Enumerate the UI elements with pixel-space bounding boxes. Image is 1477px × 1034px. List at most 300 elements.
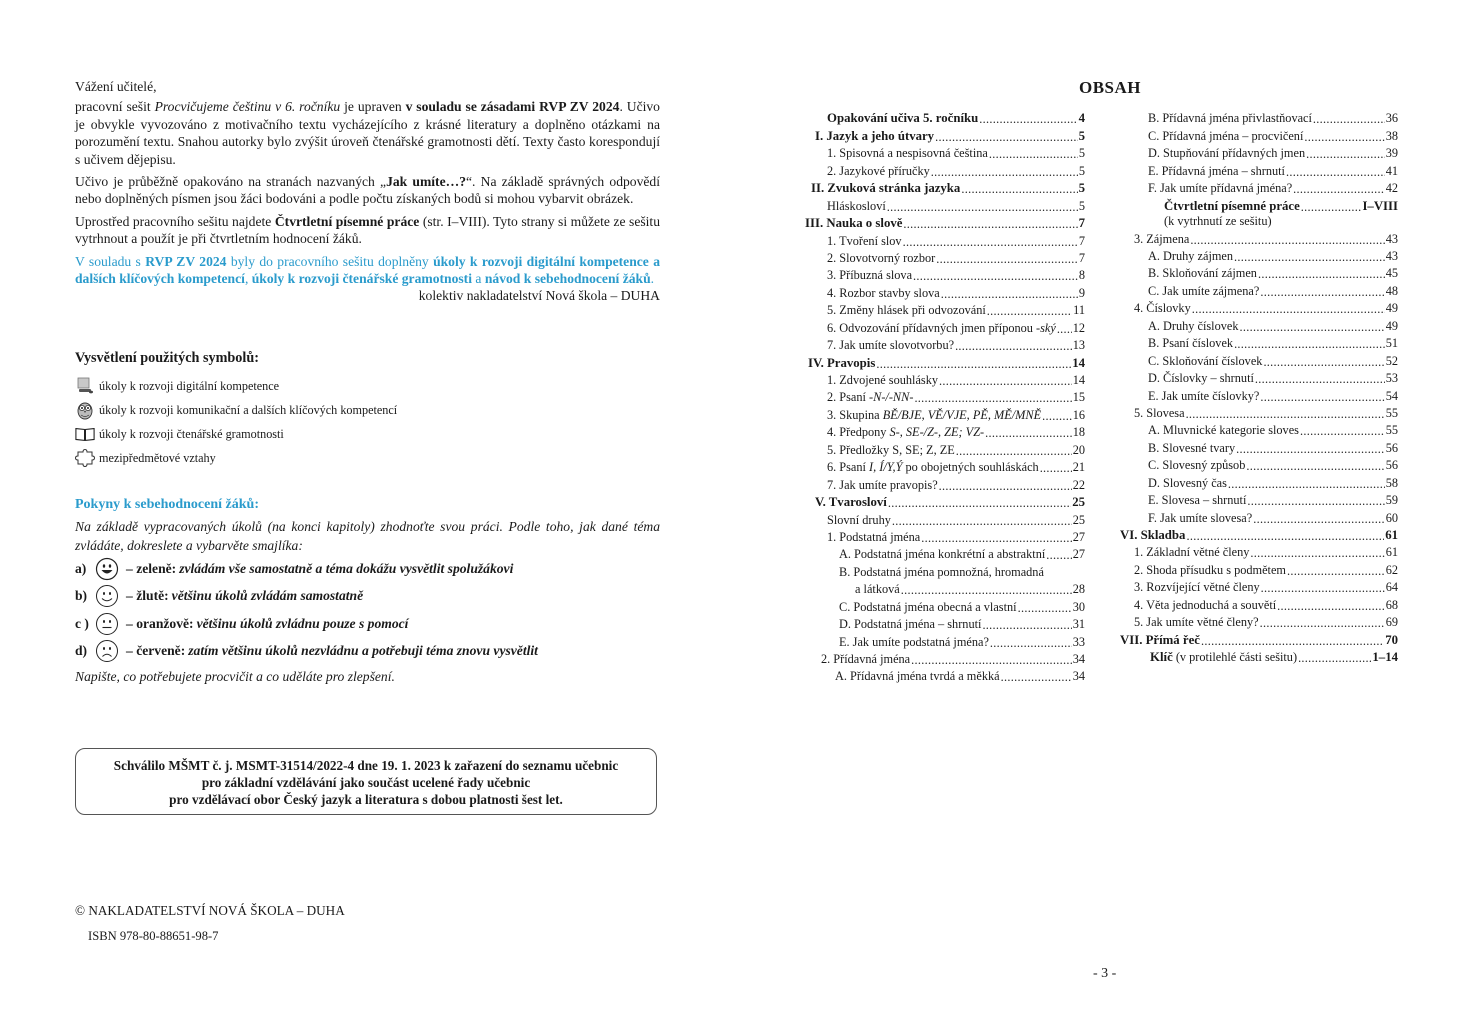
toc-entry-label: 2. Jazykové příručky — [827, 163, 930, 178]
toc-dot-leader — [903, 235, 1078, 249]
toc-entry[interactable] — [805, 597, 1085, 614]
toc-dot-leader — [989, 147, 1078, 161]
toc-entry[interactable] — [1120, 316, 1398, 333]
toc-entry-label: F. Jak umíte slovesa? — [1148, 510, 1253, 525]
toc-dot-leader — [1190, 233, 1384, 247]
toc-entry[interactable] — [1120, 404, 1398, 421]
toc-entry[interactable] — [805, 109, 1085, 126]
toc-entry-label: 3. Skupina BĚ/BJE, VĚ/VJE, PĚ, MĚ/MNĚ — [827, 407, 1042, 422]
toc-entry[interactable] — [805, 214, 1085, 231]
toc-dot-leader — [939, 374, 1072, 388]
toc-dot-leader — [1258, 267, 1385, 281]
toc-entry-label: D. Číslovky – shrnutí — [1148, 371, 1254, 386]
symbols-title: Vysvětlení použitých symbolů: — [75, 350, 259, 366]
symbol-label: úkoly k rozvoji čtenářské gramotnosti — [99, 426, 284, 441]
toc-entry-page: 51 — [1385, 336, 1398, 351]
toc-entry-label: E. Jak umíte podstatná jména? — [839, 634, 989, 649]
toc-entry-page: 48 — [1385, 283, 1398, 298]
toc-entry[interactable] — [805, 562, 1085, 579]
toc-entry[interactable] — [805, 231, 1085, 248]
toc-dot-leader — [1040, 461, 1072, 475]
symbol-label: úkoly k rozvoji digitální kompetence — [99, 378, 280, 393]
intro-paragraph-4: V souladu s RVP ZV 2024 byly do pracovního sešitu doplněny úkoly k rozvoji digitální kompetence a dalších klíčových kompetencí, úkoly k rozvoji čtenářské gramotnosti a návod k sebehodnocení žáků. — [75, 253, 660, 287]
toc-entry[interactable] — [1120, 264, 1398, 281]
item-letter: a) — [75, 560, 87, 576]
toc-dot-leader — [1234, 250, 1385, 264]
toc-dot-leader — [1247, 494, 1384, 508]
toc-dot-leader — [1313, 112, 1385, 126]
toc-entry-page: 64 — [1385, 580, 1398, 595]
toc-column-left — [805, 109, 1085, 684]
toc-dot-leader — [990, 636, 1072, 650]
toc-dot-leader — [1298, 651, 1371, 665]
toc-entry-label: 4. Číslovky — [1134, 301, 1191, 316]
toc-entry-page: I–VIII — [1362, 198, 1398, 213]
toc-entry[interactable] — [1120, 578, 1398, 595]
ministry-approval-box — [75, 748, 657, 815]
toc-dot-leader — [901, 583, 1072, 597]
toc-entry[interactable] — [1120, 613, 1398, 630]
toc-entry-page: 12 — [1072, 320, 1085, 335]
toc-dot-leader — [888, 496, 1071, 510]
toc-entry[interactable] — [1120, 281, 1398, 298]
toc-entry[interactable] — [805, 266, 1085, 283]
toc-dot-leader — [1277, 599, 1385, 613]
toc-entry-label: 1. Spisovná a nespisovná čeština — [827, 146, 988, 161]
approval-line-2: pro základní vzdělávání jako součást ucelené řady učebnic — [201, 775, 531, 790]
toc-entry-page: 39 — [1385, 146, 1398, 161]
toc-entry-page: 15 — [1072, 390, 1085, 405]
toc-entry-label: C. Slovesný způsob — [1148, 458, 1246, 473]
toc-entry-label: (k vytrhnutí ze sešitu) — [1164, 214, 1272, 229]
toc-entry-label: 1. Zdvojené souhlásky — [827, 373, 938, 387]
toc-entry-label: II. Zvuková stránka jazyka — [811, 181, 961, 196]
item-letter: c ) — [75, 615, 89, 631]
intro-letter — [75, 78, 660, 305]
page-number: - 3 - — [1093, 966, 1117, 981]
toc-entry[interactable] — [1120, 630, 1398, 647]
toc-dot-leader — [1263, 355, 1384, 369]
toc-dot-leader — [1234, 337, 1385, 351]
toc-entry-label: D. Slovesný čas — [1148, 475, 1227, 490]
toc-entry[interactable] — [1120, 179, 1398, 196]
toc-entry-label: III. Nauka o slově — [805, 216, 903, 231]
item-letter: d) — [75, 643, 88, 659]
toc-entry-page: 36 — [1385, 111, 1398, 126]
toc-entry-label: 5. Předložky S, SE; Z, ZE — [827, 442, 955, 457]
toc-entry-label: C. Přídavná jména – procvičení — [1148, 128, 1304, 143]
toc-entry[interactable] — [1120, 526, 1398, 543]
symbol-label: mezipředmětové vztahy — [99, 450, 216, 465]
toc-entry-label: E. Slovesa – shrnutí — [1148, 493, 1247, 508]
toc-dot-leader — [1260, 285, 1384, 299]
toc-entry[interactable] — [805, 318, 1085, 335]
toc-entry-page: 5 — [1078, 128, 1085, 143]
toc-entry-page: 22 — [1072, 477, 1085, 492]
toc-entry-page: 7 — [1078, 233, 1085, 248]
toc-entry-page: 58 — [1385, 475, 1398, 490]
toc-entry-page: 14 — [1072, 373, 1085, 387]
toc-entry-label: E. Přídavná jména – shrnutí — [1148, 163, 1285, 178]
toc-dot-leader — [1186, 529, 1384, 543]
toc-entry-label: 6. Odvozování přídavných jmen příponou -ský — [827, 320, 1056, 335]
toc-entry[interactable] — [805, 545, 1085, 562]
toc-entry[interactable] — [1120, 456, 1398, 473]
toc-entry-label: D. Stupňování přídavných jmen — [1148, 146, 1306, 161]
toc-entry[interactable] — [1120, 196, 1398, 213]
toc-entry-label: A. Druhy zájmen — [1148, 249, 1234, 263]
toc-entry-page: 27 — [1072, 529, 1085, 544]
toc-entry[interactable] — [805, 353, 1085, 370]
smile-icon — [95, 584, 119, 608]
toc-entry-page: 54 — [1385, 388, 1398, 403]
toc-entry-label: 6. Psaní I, Í/Y,Ý po obojetných souhláskách — [827, 460, 1039, 475]
toc-entry-label: 7. Jak umíte pravopis? — [827, 477, 938, 492]
toc-entry[interactable] — [1120, 560, 1398, 577]
toc-entry-page: 33 — [1072, 634, 1085, 649]
toc-entry-label: 2. Shoda přísudku s podmětem — [1134, 562, 1286, 577]
toc-entry[interactable] — [805, 528, 1085, 545]
toc-dot-leader — [921, 531, 1071, 545]
toc-entry-page: 68 — [1385, 597, 1398, 612]
toc-dot-leader — [1304, 130, 1384, 144]
toc-entry-label: A. Druhy číslovek — [1148, 318, 1239, 333]
toc-entry[interactable] — [1120, 247, 1398, 264]
toc-entry-page: 56 — [1385, 458, 1398, 473]
toc-entry-label: E. Jak umíte číslovky? — [1148, 388, 1260, 403]
toc-entry[interactable] — [805, 144, 1085, 161]
toc-entry-page: 5 — [1078, 146, 1085, 161]
toc-entry[interactable] — [805, 475, 1085, 492]
toc-dot-leader — [1306, 147, 1385, 161]
toc-dot-leader — [1246, 459, 1384, 473]
toc-entry[interactable] — [1120, 421, 1398, 438]
computer-icon — [75, 376, 95, 396]
toc-entry-label: 2. Slovotvorný rozbor — [827, 250, 936, 265]
toc-entry[interactable] — [1120, 126, 1398, 143]
toc-entry-label: 3. Příbuzná slova — [827, 268, 913, 283]
item-description: zatím většinu úkolů nezvládnu a potřebuji téma znovu vysvětlit — [188, 643, 538, 659]
toc-entry-label: 7. Jak umíte slovotvorbu? — [827, 338, 955, 353]
toc-entry-page: 5 — [1078, 163, 1085, 178]
toc-entry[interactable] — [1120, 648, 1398, 665]
toc-dot-leader — [1287, 564, 1385, 578]
toc-entry-page: 53 — [1385, 371, 1398, 386]
toc-entry-label: a látková — [855, 582, 900, 597]
toc-entry[interactable] — [805, 650, 1085, 667]
toc-entry-label: 1. Základní větné členy — [1134, 545, 1250, 560]
toc-entry-label: Slovní druhy — [827, 512, 891, 527]
symbol-item — [75, 374, 475, 398]
toc-dot-leader — [1286, 165, 1385, 179]
toc-dot-leader — [987, 304, 1072, 318]
toc-dot-leader — [1260, 390, 1384, 404]
toc-entry-label: 4. Věta jednoduchá a souvětí — [1134, 597, 1277, 612]
toc-entry-page: 38 — [1385, 128, 1398, 143]
toc-entry[interactable] — [1120, 299, 1398, 316]
toc-dot-leader — [941, 287, 1078, 301]
toc-entry[interactable] — [805, 126, 1085, 143]
toc-entry-page: 42 — [1385, 181, 1398, 196]
toc-entry-page: 61 — [1385, 545, 1398, 560]
toc-entry[interactable] — [1120, 109, 1398, 126]
toc-entry-label: B. Skloňování zájmen — [1148, 266, 1257, 281]
self-evaluation-title: Pokyny k sebehodnocení žáků: — [75, 497, 259, 512]
puzzle-icon — [75, 448, 95, 468]
item-color: – oranžově: — [126, 615, 194, 631]
toc-dot-leader — [903, 217, 1077, 231]
open-book-icon — [75, 424, 95, 444]
toc-dot-leader — [1042, 409, 1072, 423]
toc-entry[interactable] — [805, 493, 1085, 510]
signature: kolektiv nakladatelství Nová škola – DUHA — [418, 288, 660, 304]
toc-entry[interactable] — [1120, 595, 1398, 612]
toc-dot-leader — [911, 653, 1072, 667]
toc-entry-page: 7 — [1078, 216, 1085, 231]
toc-column-right — [1120, 109, 1398, 665]
toc-entry-page: 9 — [1078, 285, 1085, 300]
toc-dot-leader — [955, 339, 1072, 353]
toc-entry[interactable] — [805, 196, 1085, 213]
toc-entry-page: 70 — [1385, 632, 1398, 647]
toc-entry-page: 69 — [1385, 615, 1398, 630]
toc-entry[interactable] — [1120, 161, 1398, 178]
item-description: většinu úkolů zvládám samostatně — [171, 588, 364, 604]
toc-entry[interactable] — [805, 615, 1085, 632]
toc-entry-label: 5. Jak umíte větné členy? — [1134, 615, 1259, 630]
toc-entry-page: 56 — [1385, 440, 1398, 455]
toc-entry-page: 55 — [1385, 423, 1398, 438]
item-color: – žlutě: — [126, 588, 169, 604]
toc-entry-page: 13 — [1072, 338, 1085, 353]
toc-entry-label: 4. Rozbor stavby slova — [827, 285, 940, 300]
toc-dot-leader — [914, 391, 1071, 405]
greeting: Vážení učitelé, — [75, 79, 157, 94]
toc-entry[interactable] — [805, 580, 1085, 597]
toc-entry-label: 5. Změny hlásek při odvozování — [827, 303, 986, 318]
toc-dot-leader — [1186, 407, 1385, 421]
toc-entry[interactable] — [1120, 543, 1398, 560]
toc-entry-page: 25 — [1072, 495, 1085, 510]
toc-entry-page: 62 — [1385, 562, 1398, 577]
toc-entry-label: C. Podstatná jména obecná a vlastní — [839, 599, 1017, 614]
toc-dot-leader — [1260, 616, 1385, 630]
toc-entry[interactable] — [1120, 351, 1398, 368]
toc-entry-page: 27 — [1072, 547, 1085, 562]
toc-entry[interactable] — [1120, 214, 1398, 230]
toc-entry-page: 52 — [1385, 353, 1398, 368]
toc-entry-page: 7 — [1078, 250, 1085, 265]
item-description: zvládám vše samostatně a téma dokážu vysvětlit spolužákovi — [179, 560, 514, 576]
toc-entry-page: 21 — [1072, 460, 1085, 475]
toc-entry-label: 4. Předpony S-, SE-/Z-, ZE; VZ- — [827, 425, 985, 440]
toc-entry[interactable] — [805, 371, 1085, 388]
toc-entry[interactable] — [1120, 438, 1398, 455]
toc-dot-leader — [931, 165, 1078, 179]
toc-entry-page: 5 — [1078, 181, 1085, 196]
toc-entry[interactable] — [805, 161, 1085, 178]
toc-entry-page: 5 — [1078, 198, 1085, 213]
approval-line-1: Schválilo MŠMT č. j. MSMT-31514/2022-4 dne 19. 1. 2023 k zařazení do seznamu učebnic — [113, 758, 619, 773]
toc-entry[interactable] — [805, 283, 1085, 300]
toc-dot-leader — [1255, 372, 1385, 386]
toc-dot-leader — [961, 182, 1077, 196]
toc-entry-label: C. Skloňování číslovek — [1148, 353, 1263, 368]
toc-entry-label: A. Mluvnické kategorie sloves — [1148, 423, 1299, 438]
self-evaluation-item — [75, 610, 660, 638]
toc-entry-label: B. Podstatná jména pomnožná, hromadná — [839, 564, 1044, 579]
symbol-label: úkoly k rozvoji komunikační a dalších klíčových kompetencí — [99, 402, 398, 417]
toc-entry-page: 1–14 — [1372, 650, 1398, 665]
toc-entry-label: Klíč (v protilehlé části sešitu) — [1150, 650, 1298, 665]
item-description: většinu úkolů zvládnu pouze s pomocí — [196, 615, 409, 631]
toc-entry-page: 60 — [1385, 510, 1398, 525]
toc-dot-leader — [1001, 670, 1072, 684]
toc-dot-leader — [1273, 215, 1397, 229]
toc-dot-leader — [1046, 548, 1071, 562]
self-evaluation-intro: Na základě vypracovaných úkolů (na konci kapitoly) zhodnoťte svou práci. Podle toho, jak dané téma zvládáte, dokreslete a vybarvěte smajlíka: — [75, 519, 660, 553]
toc-entry-page: 34 — [1072, 669, 1085, 684]
toc-dot-leader — [892, 514, 1072, 528]
intro-paragraph-3: Uprostřed pracovního sešitu najdete Čtvrtletní písemné práce (str. I–VIII). Tyto strany si můžete ze sešitu vytrhnout a použít je při čtvrtletním hodnocení žáků. — [75, 213, 660, 247]
toc-entry-label: VII. Přímá řeč — [1120, 632, 1200, 647]
toc-entry-label: A. Podstatná jména konkrétní a abstraktní — [839, 547, 1046, 562]
symbol-item — [75, 446, 475, 470]
toc-entry[interactable] — [805, 632, 1085, 649]
toc-dot-leader — [1253, 512, 1384, 526]
toc-dot-leader — [1192, 302, 1385, 316]
toc-entry-label: I. Jazyk a jeho útvary — [815, 128, 935, 143]
toc-entry-label: 5. Slovesa — [1134, 405, 1185, 420]
toc-dot-leader — [1201, 634, 1384, 648]
toc-entry-label: V. Tvarosloví — [815, 495, 887, 510]
toc-entry[interactable] — [805, 405, 1085, 422]
toc-entry[interactable] — [805, 336, 1085, 353]
toc-entry[interactable] — [805, 301, 1085, 318]
self-evaluation-item — [75, 638, 660, 666]
toc-entry-label: 1. Tvoření slov — [827, 233, 902, 248]
toc-dot-leader — [982, 618, 1071, 632]
toc-dot-leader — [1261, 581, 1385, 595]
toc-entry-label: F. Jak umíte přídavná jména? — [1148, 181, 1293, 196]
toc-entry-label: B. Psaní číslovek — [1148, 336, 1234, 351]
symbols-legend — [75, 350, 475, 470]
toc-dot-leader — [1057, 322, 1072, 336]
toc-entry-page: 18 — [1072, 425, 1085, 440]
toc-dot-leader — [1018, 601, 1072, 615]
toc-entry[interactable] — [1120, 386, 1398, 403]
toc-entry[interactable] — [805, 667, 1085, 684]
toc-entry[interactable] — [1120, 144, 1398, 161]
toc-dot-leader — [936, 252, 1078, 266]
toc-entry-label: 3. Rozvíjející větné členy — [1134, 580, 1260, 595]
toc-dot-leader — [1240, 320, 1385, 334]
toc-entry-page: 49 — [1385, 301, 1398, 316]
toc-entry-page: 41 — [1385, 163, 1398, 178]
toc-entry-label: 3. Zájmena — [1134, 231, 1190, 246]
toc-entry-label: Opakování učiva 5. ročníku — [827, 111, 979, 126]
toc-entry[interactable] — [805, 179, 1085, 196]
toc-entry-page: 20 — [1072, 442, 1085, 457]
toc-entry[interactable] — [1120, 229, 1398, 246]
toc-entry[interactable] — [1120, 508, 1398, 525]
toc-dot-leader — [979, 112, 1077, 126]
toc-entry-page: 43 — [1385, 231, 1398, 246]
toc-entry-page: 31 — [1072, 617, 1085, 632]
toc-entry-page: 8 — [1078, 268, 1085, 283]
toc-entry-page: 25 — [1072, 512, 1085, 527]
toc-entry[interactable] — [805, 423, 1085, 440]
self-evaluation-item — [75, 583, 660, 611]
toc-entry[interactable] — [805, 510, 1085, 527]
approval-line-3: pro vzdělávací obor Český jazyk a literatura s dobou platnosti šest let. — [169, 792, 563, 807]
toc-dot-leader — [1228, 477, 1385, 491]
item-color: – červeně: — [126, 643, 186, 659]
toc-entry-page: 4 — [1078, 111, 1085, 126]
toc-dot-leader — [939, 479, 1072, 493]
symbol-item — [75, 398, 475, 422]
toc-dot-leader — [1236, 442, 1385, 456]
copyright: © NAKLADATELSTVÍ NOVÁ ŠKOLA – DUHA — [75, 903, 345, 918]
toc-entry-label: Hláskosloví — [827, 198, 886, 213]
toc-entry[interactable] — [1120, 491, 1398, 508]
toc-entry-page: 16 — [1072, 407, 1085, 422]
symbol-item — [75, 422, 475, 446]
toc-dot-leader — [935, 130, 1078, 144]
toc-entry[interactable] — [805, 458, 1085, 475]
toc-title: OBSAH — [1078, 78, 1142, 97]
toc-entry-label: B. Slovesné tvary — [1148, 440, 1236, 455]
toc-dot-leader — [1250, 546, 1384, 560]
toc-entry[interactable] — [805, 440, 1085, 457]
toc-dot-leader — [956, 444, 1072, 458]
toc-entry[interactable] — [805, 249, 1085, 266]
toc-dot-leader — [913, 269, 1078, 283]
toc-entry[interactable] — [1120, 473, 1398, 490]
toc-entry-page: 34 — [1072, 652, 1085, 666]
toc-entry-label: C. Jak umíte zájmena? — [1148, 283, 1260, 298]
toc-entry-page: 45 — [1385, 266, 1398, 281]
toc-dot-leader — [876, 357, 1071, 371]
toc-entry-page: 11 — [1073, 303, 1085, 318]
neutral-face-icon — [95, 612, 119, 636]
toc-entry-page: 30 — [1072, 599, 1085, 614]
toc-entry[interactable] — [1120, 369, 1398, 386]
item-letter: b) — [75, 588, 88, 604]
self-evaluation-note: Napište, co potřebujete procvičit a co uděláte pro zlepšení. — [75, 669, 395, 684]
toc-dot-leader — [985, 426, 1072, 440]
toc-dot-leader — [1301, 200, 1362, 214]
big-smile-icon — [95, 557, 119, 581]
toc-entry-label: A. Přídavná jména tvrdá a měkká — [835, 669, 1000, 684]
toc-entry-page: 49 — [1385, 318, 1398, 333]
toc-entry-page: 14 — [1072, 355, 1085, 370]
toc-entry-page: 59 — [1385, 493, 1398, 508]
toc-dot-leader — [1300, 424, 1385, 438]
toc-entry[interactable] — [1120, 334, 1398, 351]
toc-entry-page: 28 — [1072, 582, 1085, 597]
toc-entry-label: 2. Přídavná jména — [821, 652, 911, 666]
isbn: ISBN 978-80-88651-98-7 — [88, 929, 219, 943]
toc-entry-label: 1. Podstatná jména — [827, 529, 921, 544]
toc-entry-page: 55 — [1385, 405, 1398, 420]
toc-dot-leader — [887, 200, 1078, 214]
toc-entry[interactable] — [805, 388, 1085, 405]
toc-entry-label: 2. Psaní -N-/-NN- — [827, 390, 914, 405]
intro-paragraph-1: pracovní sešit Procvičujeme češtinu v 6. ročníku je upraven v souladu se zásadami RVP ZV 2024. Učivo je obvykle vyvozováno z motivačního textu vycházejícího z krásné literatury a doplněno otázkami na porozumění textu. Snahou autorky bylo zvýšit úroveň čtenářské gramotnosti dětí. Texty často korespondují s učivem dějepisu. — [75, 99, 660, 167]
item-color: – zeleně: — [126, 560, 177, 576]
owl-icon — [75, 400, 95, 420]
